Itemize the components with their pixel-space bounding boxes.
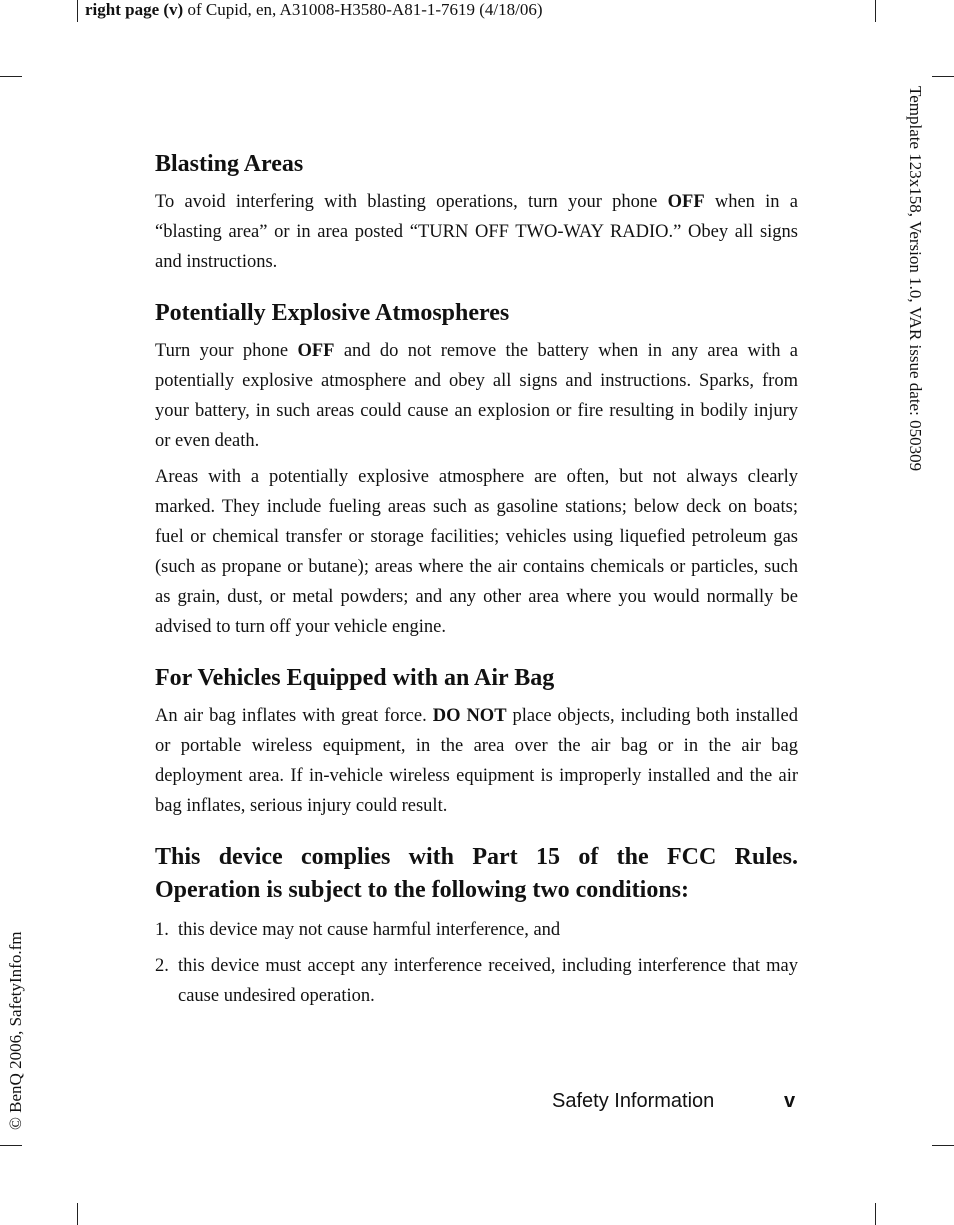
- list-number: 2.: [155, 956, 169, 976]
- page-number: v: [784, 1090, 796, 1112]
- section-explosive-atmospheres: [155, 297, 798, 642]
- emphasis-off: OFF: [297, 341, 335, 361]
- emphasis-do-not: DO NOT: [432, 706, 507, 726]
- paragraph: [155, 336, 798, 456]
- crop-mark: [0, 76, 22, 77]
- crop-mark: [932, 1145, 954, 1146]
- section-fcc: [155, 841, 798, 1011]
- list-item: [155, 915, 798, 945]
- emphasis-off: OFF: [667, 192, 705, 212]
- paragraph: Areas with a potentially explosive atmosphere are often, but not always clearly marked. They include fueling areas such as gasoline stations; below deck on boats; fuel or chemical transfer or storage facilities; vehicles using liquefied petroleum gas (such as propane or butane); areas where the air contains chemicals or particles, such as grain, dust, or metal powders; and any other area where you would normally be advised to turn off your vehicle engine.: [155, 467, 798, 637]
- crop-mark: [875, 1203, 876, 1225]
- list-text: this device may not cause harmful interference, and: [178, 920, 561, 940]
- crop-mark: [77, 1203, 78, 1225]
- copyright-info: © BenQ 2006, SafetyInfo.fm: [6, 931, 25, 1130]
- section-title: Potentially Explosive Atmospheres: [155, 300, 510, 326]
- header-page-label: right page (v): [85, 0, 184, 19]
- text-run: place objects, including both installed or portable wireless equipment, in the area over the air bag or in the air bag deployment area. If in-vehicle wireless equipment is improperly installed and the air bag inflates, serious injury could result.: [155, 706, 798, 816]
- section-title: This device complies with Part 15 of the FCC Rules. Operation is subject to the following two conditions:: [155, 844, 798, 903]
- template-info: Template 123x158, Version 1.0, VAR issue date: 050309: [906, 86, 925, 472]
- footer-section-label: Safety Information: [552, 1090, 715, 1112]
- list-item: [155, 951, 798, 1011]
- conditions-list: [155, 915, 798, 1011]
- text-run: An air bag inflates with great force.: [155, 706, 433, 726]
- paragraph: [155, 187, 798, 277]
- list-number: 1.: [155, 920, 169, 940]
- header-details: of Cupid, en, A31008-H3580-A81-1-7619 (4/18/06): [183, 0, 543, 19]
- main-content: [155, 148, 798, 1017]
- crop-mark: [875, 0, 876, 22]
- section-air-bag: [155, 662, 798, 821]
- paragraph: [155, 701, 798, 821]
- section-title: Blasting Areas: [155, 151, 304, 177]
- crop-mark: [932, 76, 954, 77]
- text-run: and do not remove the battery when in any area with a potentially explosive atmosphere and obey all signs and instructions. Sparks, from your battery, in such areas could cause an explosion or fire resulting in bodily injury or even death.: [155, 341, 799, 451]
- crop-mark: [77, 0, 78, 22]
- text-run: when in a “blasting area” or in area posted “TURN OFF TWO-WAY RADIO.” Obey all signs and instructions.: [155, 192, 798, 272]
- section-blasting-areas: [155, 148, 798, 277]
- print-header: [85, 0, 543, 20]
- text-run: To avoid interfering with blasting operations, turn your phone: [155, 192, 668, 212]
- text-run: Turn your phone: [155, 341, 298, 361]
- list-text: this device must accept any interference received, including interference that may cause undesired operation.: [178, 956, 798, 1006]
- section-title: For Vehicles Equipped with an Air Bag: [155, 665, 555, 691]
- crop-mark: [0, 1145, 22, 1146]
